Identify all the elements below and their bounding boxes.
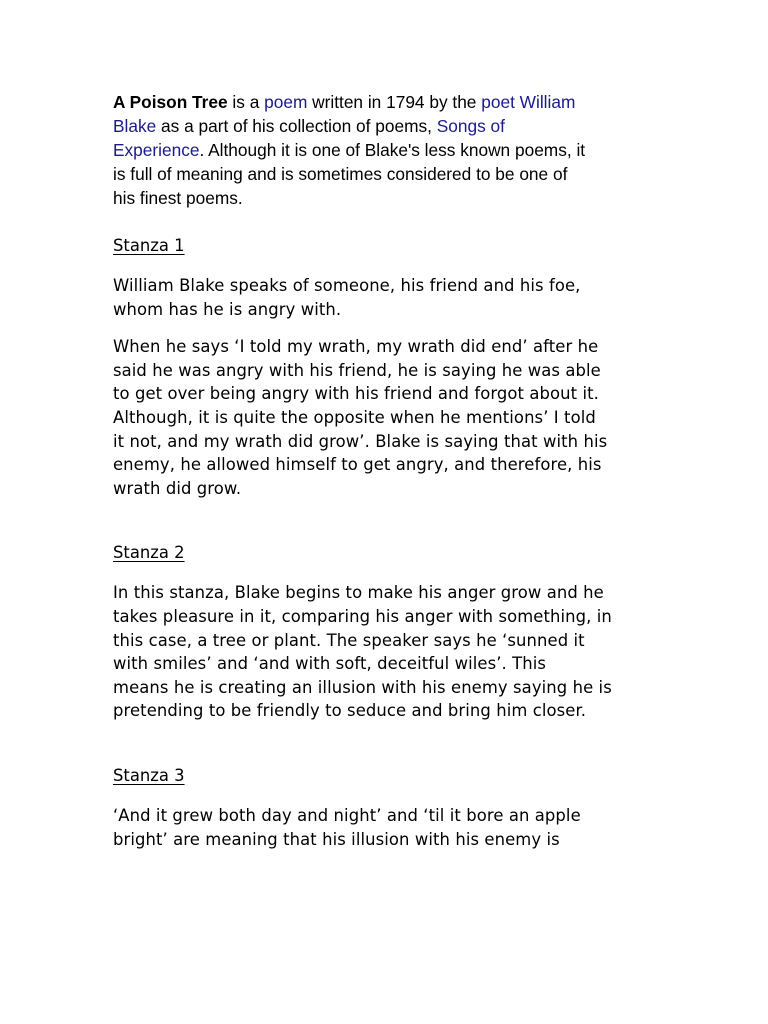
intro-text: his finest poems.: [113, 188, 243, 208]
text-line: ‘And it grew both day and night’ and ‘til it bore an apple: [113, 805, 581, 825]
text-line: In this stanza, Blake begins to make his anger grow and he: [113, 583, 604, 603]
text-line: Although, it is quite the opposite when he mentions’ I told: [113, 407, 596, 427]
stanza-1-paragraph-2: [113, 335, 658, 500]
text-line: this case, a tree or plant. The speaker says he ‘sunned it: [113, 630, 585, 650]
text-line: said he was angry with his friend, he is saying he was able: [113, 360, 601, 380]
text-line: it not, and my wrath did grow’. Blake is saying that with his: [113, 431, 608, 451]
intro-paragraph: [113, 90, 658, 210]
spacer: [113, 737, 658, 764]
text-line: takes pleasure in it, comparing his anger with something, in: [113, 606, 612, 626]
text-line: enemy, he allowed himself to get angry, and therefore, his: [113, 455, 602, 475]
document-page: [113, 90, 658, 865]
text-line: bright’ are meaning that his illusion with his enemy is: [113, 829, 560, 849]
link-songs-of-experience[interactable]: Songs of: [436, 116, 505, 136]
text-line: pretending to be friendly to seduce and bring him closer.: [113, 701, 587, 721]
stanza-2-heading: Stanza 2: [113, 543, 185, 563]
text-line: means he is creating an illusion with his enemy saying he is: [113, 677, 612, 697]
text-line: whom has he is angry with.: [113, 299, 342, 319]
intro-text: written in 1794 by the: [307, 92, 482, 112]
link-poet[interactable]: poet William: [481, 92, 576, 112]
stanza-2-paragraph-1: [113, 581, 658, 723]
text-line: to get over being angry with his friend and forgot about it.: [113, 384, 599, 404]
stanza-1-paragraph-1: [113, 274, 658, 321]
intro-text: . Although it is one of Blake's less known poems, it: [199, 140, 586, 160]
link-poem[interactable]: poem: [264, 92, 308, 112]
poem-title: A Poison Tree: [113, 92, 228, 112]
link-songs-of-experience[interactable]: Experience: [113, 140, 200, 160]
text-line: William Blake speaks of someone, his friend and his foe,: [113, 276, 581, 295]
stanza-1-heading: Stanza 1: [113, 236, 185, 255]
text-line: with smiles’ and ‘and with soft, deceitful wiles’. This: [113, 654, 547, 674]
text-line: wrath did grow.: [113, 478, 242, 498]
intro-text: as a part of his collection of poems,: [156, 116, 437, 136]
link-poet[interactable]: Blake: [113, 116, 157, 136]
stanza-3-paragraph-1: [113, 804, 658, 851]
intro-text: is a: [227, 92, 265, 112]
spacer: [113, 514, 658, 541]
stanza-3-heading: Stanza 3: [113, 765, 185, 785]
intro-text: is full of meaning and is sometimes considered to be one of: [113, 164, 568, 184]
text-line: When he says ‘I told my wrath, my wrath did end’ after he: [113, 337, 599, 357]
